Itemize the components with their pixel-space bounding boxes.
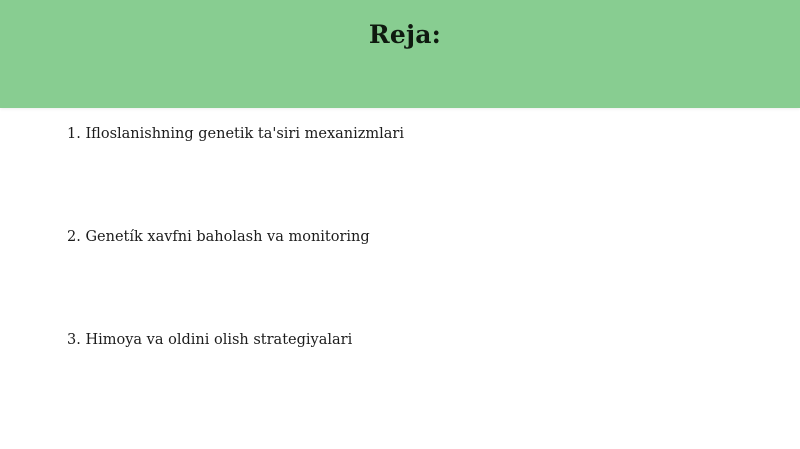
header-band <box>0 0 800 108</box>
plan-item-2: 2. Genetík xavfni baholash va monitoring <box>67 229 370 245</box>
plan-item-3: 3. Himoya va oldini olish strategiyalari <box>67 332 353 348</box>
plan-item-1: 1. Ifloslanishning genetik ta'siri mexanizmlari <box>67 126 404 142</box>
slide-title: Reja: <box>368 20 442 49</box>
